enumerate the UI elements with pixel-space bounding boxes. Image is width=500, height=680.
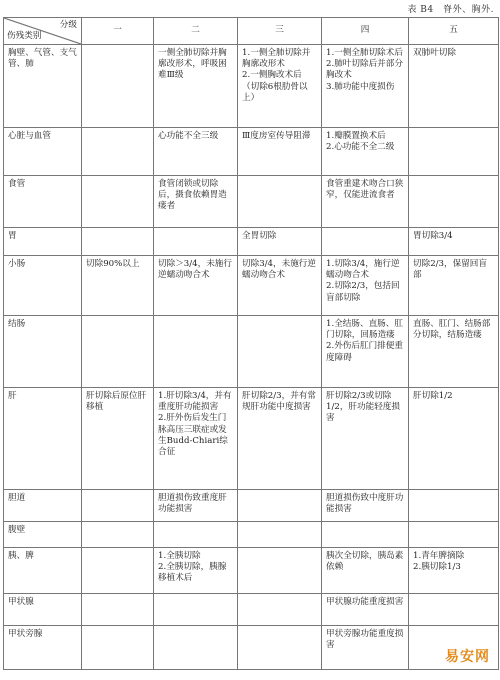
grade-1-cell	[82, 490, 154, 522]
grade-2-cell	[154, 626, 238, 670]
grade-5-cell	[409, 522, 499, 548]
category-cell: 胸壁、气管、支气管、肺	[4, 45, 82, 128]
grade-5-cell: 胃切除3/4	[409, 228, 499, 256]
grade-1-cell: 肝切除后原位肝移植	[82, 388, 154, 490]
grade-5-cell	[409, 490, 499, 522]
grade-4-cell: 肝切除2/3或切除1/2，肝功能轻度损害	[322, 388, 409, 490]
grade-2-cell	[154, 228, 238, 256]
table-row	[4, 626, 499, 670]
grade-4-cell: 甲状旁腺功能重度损害	[322, 626, 409, 670]
grade-5-cell	[409, 176, 499, 228]
grade-2-cell: 切除＞3/4，未施行逆蠕动吻合术	[154, 256, 238, 316]
grade-header-5: 五	[409, 18, 499, 45]
grade-1-cell	[82, 176, 154, 228]
grade-3-cell: 全胃切除	[238, 228, 322, 256]
grade-1-cell: 切除90%以上	[82, 256, 154, 316]
grade-3-cell	[238, 594, 322, 626]
grade-2-cell: 一侧全肺切除并胸廓改形术，呼吸困难Ⅲ级	[154, 45, 238, 128]
category-cell: 甲状旁腺	[4, 626, 82, 670]
category-cell: 心脏与血管	[4, 128, 82, 176]
table-row	[4, 256, 499, 316]
grade-3-cell	[238, 316, 322, 388]
category-cell: 肝	[4, 388, 82, 490]
grade-5-cell: 双肺叶切除	[409, 45, 499, 128]
grade-4-cell: 1.瓣膜置换术后 2.心功能不全二级	[322, 128, 409, 176]
grade-1-cell	[82, 594, 154, 626]
grade-2-cell: 1.肝切除3/4，并有重度肝功能损害 2.肝外伤后发生门脉高压三联症或发生Budd-Chiari综合征	[154, 388, 238, 490]
category-cell: 胃	[4, 228, 82, 256]
table-row	[4, 490, 499, 522]
grade-4-cell	[322, 522, 409, 548]
grade-4-cell: 1.全结肠、直肠、肛门切除，回肠造瘘 2.外伤后肛门排便重度障碍	[322, 316, 409, 388]
corner-label-grade: 分级	[59, 20, 77, 30]
grade-2-cell	[154, 316, 238, 388]
category-cell: 结肠	[4, 316, 82, 388]
grade-header-3: 三	[238, 18, 322, 45]
grade-1-cell	[82, 45, 154, 128]
grade-1-cell	[82, 228, 154, 256]
grade-3-cell: 切除3/4，未施行逆蠕动吻合术	[238, 256, 322, 316]
category-cell: 胰、脾	[4, 548, 82, 594]
grade-4-cell: 食管重建术吻合口狭窄，仅能进流食者	[322, 176, 409, 228]
table-row	[4, 228, 499, 256]
header-row	[4, 18, 499, 45]
table-row	[4, 522, 499, 548]
grade-5-cell: 肝切除1/2	[409, 388, 499, 490]
grade-5-cell: 1.青年脾摘除 2.胰切除1/3	[409, 548, 499, 594]
grade-4-cell: 胰次全切除，胰岛素依赖	[322, 548, 409, 594]
grade-1-cell	[82, 548, 154, 594]
grade-5-cell: 切除2/3，保留回盲部	[409, 256, 499, 316]
grade-4-cell: 甲状腺功能重度损害	[322, 594, 409, 626]
table-caption: 表 B4 脊外、胸外.	[407, 5, 494, 15]
grade-3-cell: 肝切除2/3，并有常规肝功能中度损害	[238, 388, 322, 490]
category-cell: 食管	[4, 176, 82, 228]
grade-3-cell	[238, 176, 322, 228]
grade-3-cell	[238, 522, 322, 548]
grade-4-cell: 胆道损伤致中度肝功能损害	[322, 490, 409, 522]
table-row	[4, 128, 499, 176]
grade-2-cell: 食管闭锁或切除后，摄食依赖胃造瘘者	[154, 176, 238, 228]
category-cell: 腹壁	[4, 522, 82, 548]
table-row	[4, 594, 499, 626]
corner-header-cell	[4, 18, 82, 45]
grade-3-cell: 1.一侧全肺切除并胸廓改形术 2.一侧胸改术后（切除6根肋骨以上）	[238, 45, 322, 128]
grade-3-cell	[238, 626, 322, 670]
grade-header-1: 一	[82, 18, 154, 45]
grade-2-cell: 心功能不全三级	[154, 128, 238, 176]
grade-3-cell	[238, 548, 322, 594]
grade-header-4: 四	[322, 18, 409, 45]
grade-1-cell	[82, 128, 154, 176]
grade-2-cell	[154, 522, 238, 548]
grade-5-cell	[409, 128, 499, 176]
category-cell: 甲状腺	[4, 594, 82, 626]
grade-4-cell	[322, 228, 409, 256]
watermark-logo: 易安网	[445, 649, 490, 665]
table-row	[4, 388, 499, 490]
grade-1-cell	[82, 316, 154, 388]
disability-grade-table	[3, 17, 499, 670]
grade-header-2: 二	[154, 18, 238, 45]
grade-2-cell	[154, 594, 238, 626]
grade-5-cell: 直肠、肛门、结肠部分切除，结肠造瘘	[409, 316, 499, 388]
category-cell: 胆道	[4, 490, 82, 522]
grade-1-cell	[82, 626, 154, 670]
grade-4-cell: 1.一侧全肺切除术后 2.肺叶切除后并部分胸改术 3.肺功能中度损伤	[322, 45, 409, 128]
grade-2-cell: 胆道损伤致重度肝功能损害	[154, 490, 238, 522]
grade-3-cell: Ⅲ度房室传导阻滞	[238, 128, 322, 176]
grade-4-cell: 1.切除3/4，施行逆蠕动吻合术 2.切除2/3，包括回盲部切除	[322, 256, 409, 316]
table-row	[4, 316, 499, 388]
grade-2-cell: 1.全胰切除 2.全胰切除，胰腺移植术后	[154, 548, 238, 594]
grade-3-cell	[238, 490, 322, 522]
table-row	[4, 176, 499, 228]
table-row	[4, 548, 499, 594]
grade-5-cell	[409, 594, 499, 626]
corner-label-category: 伤残类别	[7, 30, 42, 41]
table-row	[4, 45, 499, 128]
category-cell: 小肠	[4, 256, 82, 316]
grade-1-cell	[82, 522, 154, 548]
